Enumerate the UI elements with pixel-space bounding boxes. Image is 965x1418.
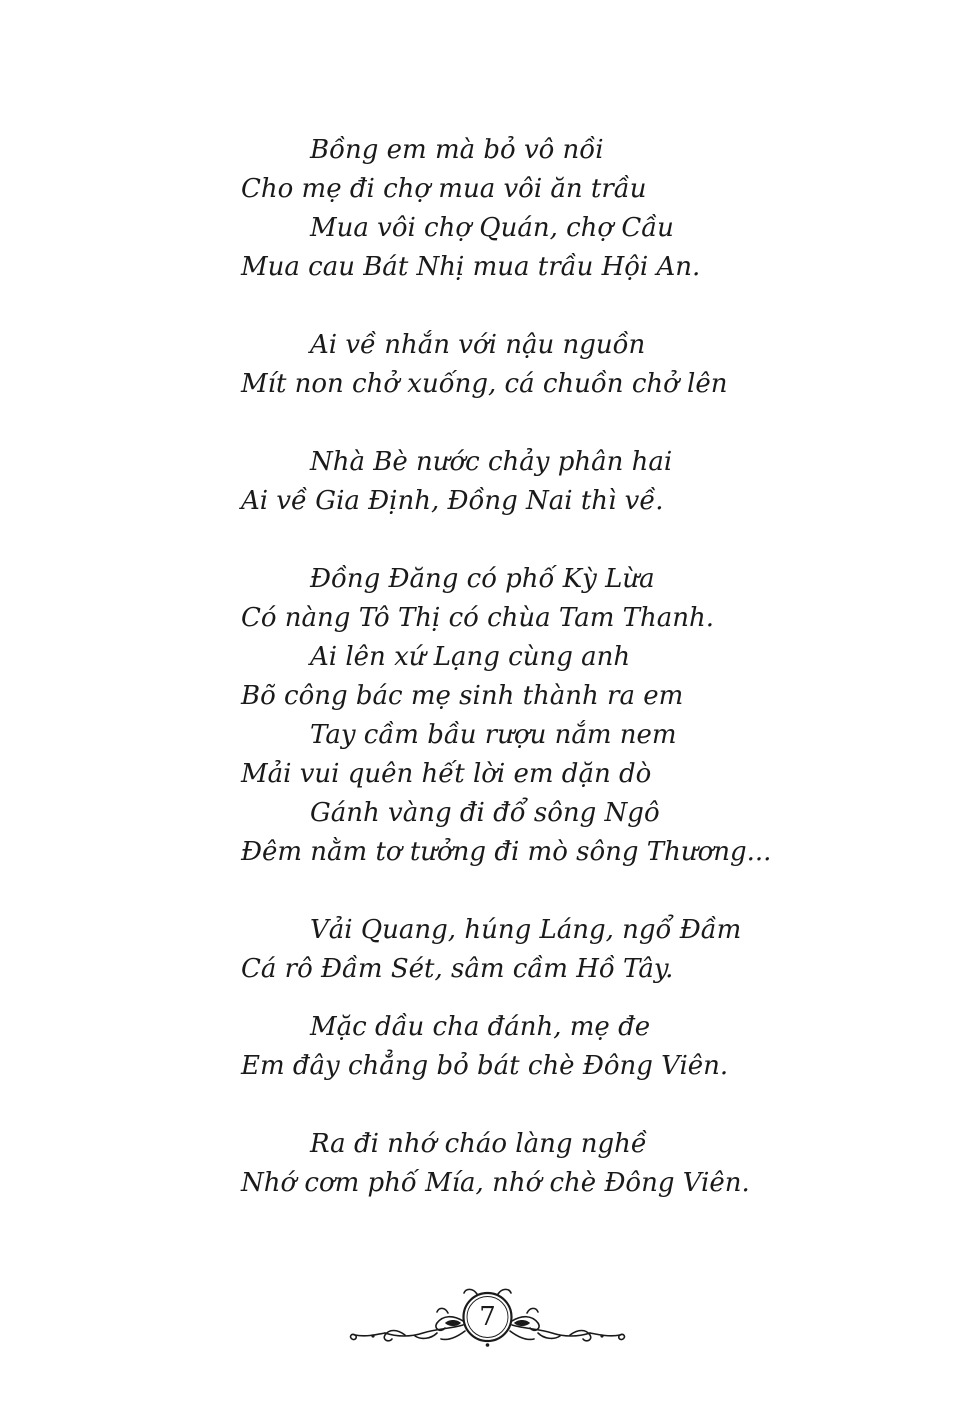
stanza-1 [241,131,881,287]
poem-line: Em đây chẳng bỏ bát chè Đông Viên. [241,1051,729,1081]
poem-line: Tay cầm bầu rượu nắm nem [310,720,677,750]
stanza-4 [241,560,881,872]
poem-line: Gánh vàng đi đổ sông Ngô [310,798,660,828]
poem-line: Ai về Gia Định, Đồng Nai thì về. [241,486,664,516]
poem-body [241,131,881,1203]
poem-line: Nhà Bè nước chảy phân hai [310,447,673,477]
poem-line: Vải Quang, húng Láng, ngổ Đầm [310,915,742,945]
poem-line: Có nàng Tô Thị có chùa Tam Thanh. [241,603,715,633]
page-number: 7 [479,1302,496,1332]
stanza-gap [241,872,881,911]
poem-line: Ai về nhắn với nậu nguồn [310,330,646,360]
poem-line: Bõ công bác mẹ sinh thành ra em [241,681,684,711]
poem-line: Ra đi nhớ cháo làng nghề [310,1129,647,1159]
poem-line: Cho mẹ đi chợ mua vôi ăn trầu [241,174,647,204]
poem-line: Bồng em mà bỏ vô nồi [310,135,604,165]
stanza-gap [241,404,881,443]
poem-line: Đồng Đăng có phố Kỳ Lừa [310,564,655,594]
stanza-gap [241,287,881,326]
poem-line: Mải vui quên hết lời em dặn dò [241,759,652,789]
poem-line: Nhớ cơm phố Mía, nhớ chè Đông Viên. [241,1168,750,1198]
stanza-gap [241,989,881,1008]
poem-line: Ai lên xứ Lạng cùng anh [310,642,631,672]
stanza-6 [241,1008,881,1086]
stanza-gap [241,521,881,560]
stanza-gap [241,1086,881,1125]
poem-line: Mua cau Bát Nhị mua trầu Hội An. [241,252,701,282]
poem-line: Mua vôi chợ Quán, chợ Cầu [310,213,674,243]
stanza-7 [241,1125,881,1203]
poem-line: Cá rô Đầm Sét, sâm cầm Hồ Tây. [241,954,674,984]
stanza-2 [241,326,881,404]
poem-line: Mặc dầu cha đánh, mẹ đe [310,1012,651,1042]
stanza-3 [241,443,881,521]
poem-line: Mít non chở xuống, cá chuồn chở lên [241,369,728,399]
page-footer [345,1285,630,1355]
poem-line: Đêm nằm tơ tưởng đi mò sông Thương... [241,837,772,867]
stanza-5 [241,911,881,989]
